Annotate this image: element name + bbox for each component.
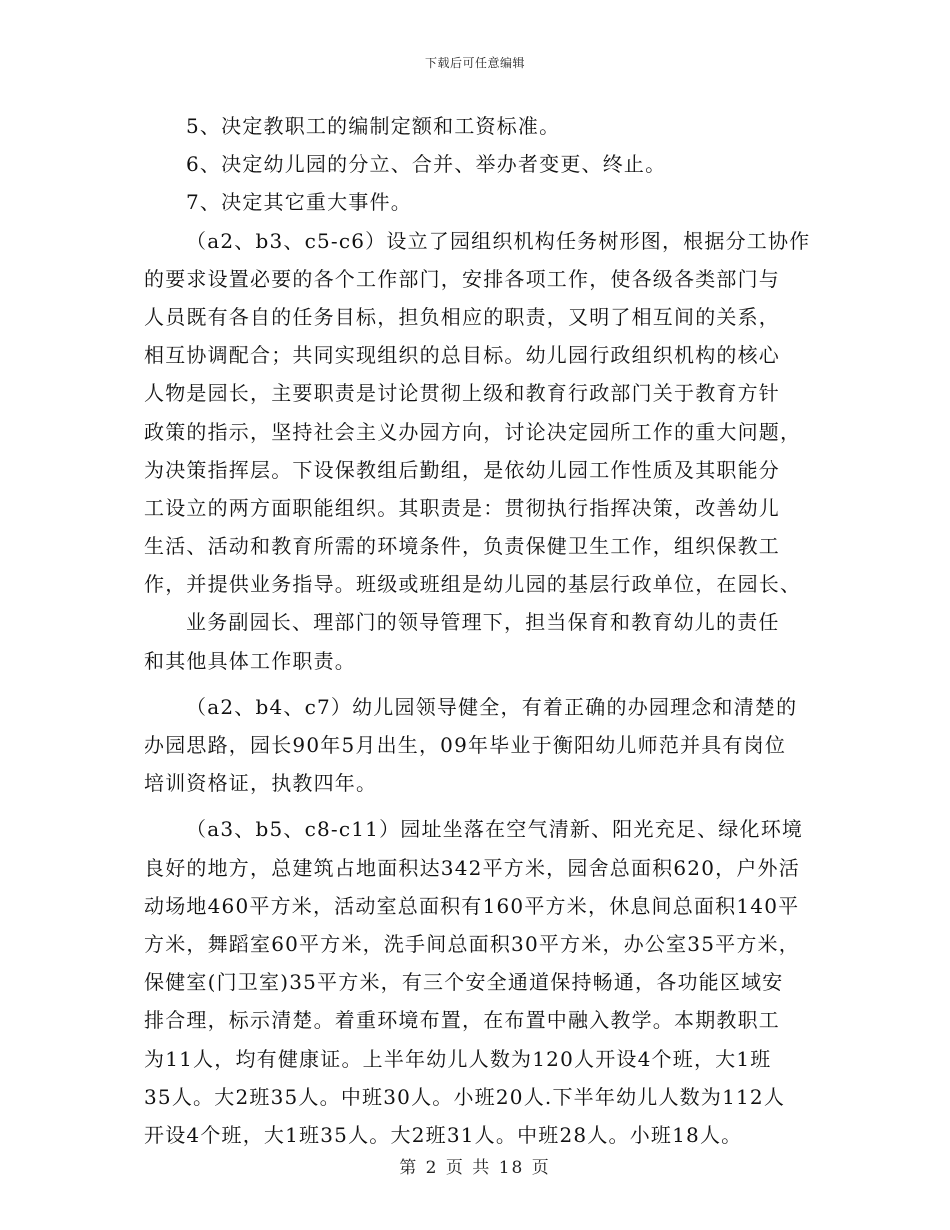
- document-body: [144, 107, 812, 1154]
- text-line: 为决策指挥层。下设保教组后勤组，是依幼儿园工作性质及其职能分: [144, 457, 780, 482]
- text-line: 的要求设置必要的各个工作部门，安排各项工作，使各级各类部门与: [144, 266, 780, 291]
- text-line: 相互协调配合；共同实现组织的总目标。幼儿园行政组织机构的核心: [144, 343, 780, 368]
- text-line: （a3、b5、c8-c11）园址坐落在空气清新、阳光充足、绿化环境: [186, 817, 804, 842]
- text-line: 排合理，标示清楚。着重环境布置，在布置中融入教学。本期教职工: [144, 1008, 780, 1033]
- text-line: 动场地460平方米，活动室总面积有160平方米，休息间总面积140平: [144, 893, 800, 918]
- text-line: （a2、b4、c7）幼儿园领导健全，有着正确的办园理念和清楚的: [186, 694, 798, 719]
- page-header: 下载后可任意编辑: [424, 56, 525, 70]
- text-line: 业务副园长、理部门的领导管理下，担当保育和教育幼儿的责任: [186, 610, 780, 635]
- text-line: 作，并提供业务指导。班级或班组是幼儿园的基层行政单位，在园长、: [144, 572, 802, 597]
- text-line: 35人。大2班35人。中班30人。小班20人.下半年幼儿人数为112人: [144, 1084, 786, 1109]
- text-line: 和其他具体工作职责。: [144, 648, 356, 673]
- text-line: 7、决定其它重大事件。: [186, 190, 412, 215]
- page-number: 第 2 页 共 18 页: [399, 1158, 551, 1178]
- text-line: 人员既有各自的任务目标，担负相应的职责，又明了相互间的关系，: [144, 304, 780, 329]
- text-line: 为11人，均有健康证。上半年幼儿人数为120人开设4个班，大1班: [144, 1046, 772, 1071]
- text-line: 6、决定幼儿园的分立、合并、举办者变更、终止。: [186, 152, 667, 177]
- text-line: 方米，舞蹈室60平方米，洗手间总面积30平方米，办公室35平方米，: [144, 931, 800, 956]
- text-line: 良好的地方，总建筑占地面积达342平方米，园舍总面积620，户外活: [144, 855, 800, 880]
- text-line: 培训资格证，执教四年。: [144, 771, 378, 796]
- text-line: 人物是园长，主要职责是讨论贯彻上级和教育行政部门关于教育方针: [144, 381, 780, 406]
- text-line: 工设立的两方面职能组织。其职责是：贯彻执行指挥决策，改善幼儿: [144, 495, 780, 520]
- text-line: 开设4个班，大1班35人。大2班31人。中班28人。小班18人。: [144, 1122, 743, 1147]
- text-line: 生活、活动和教育所需的环境条件，负责保健卫生工作，组织保教工: [144, 534, 780, 559]
- text-line: 5、决定教职工的编制定额和工资标准。: [186, 114, 561, 138]
- text-line: （a2、b3、c5-c6）设立了园组织机构任务树形图，根据分工协作: [186, 228, 811, 253]
- text-line: 办园思路，园长90年5月出生，09年毕业于衡阳幼儿师范并具有岗位: [144, 733, 787, 757]
- text-line: 政策的指示，坚持社会主义办园方向，讨论决定园所工作的重大问题，: [144, 419, 802, 444]
- text-line: 保健室(门卫室)35平方米，有三个安全通道保持畅通，各功能区域安: [144, 970, 784, 995]
